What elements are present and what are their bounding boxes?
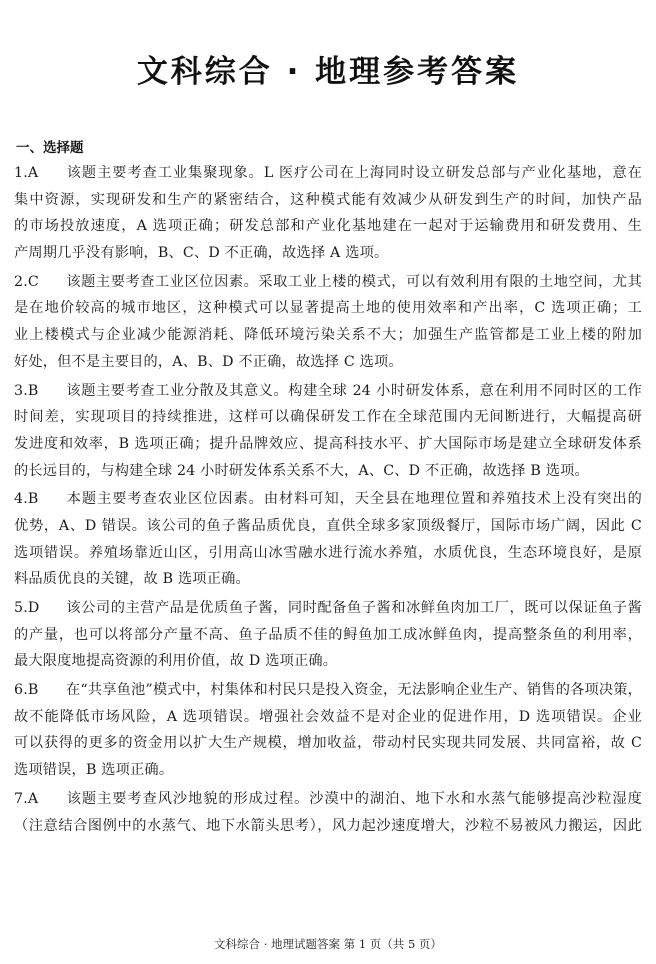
- answer-number: 6.B: [14, 682, 39, 699]
- answer-text: 业上楼模式与企业减少能源消耗、降低环境污染关系不大；加强生产监管都是工业上楼的附加: [14, 327, 642, 344]
- answer-line: [14, 213, 642, 240]
- answer-number: 5.D: [14, 600, 40, 616]
- answer-line: [14, 431, 642, 458]
- answer-line: [14, 160, 642, 187]
- answer-number: 4.B: [14, 491, 39, 508]
- answer-item: [14, 786, 642, 839]
- answer-line: [14, 595, 642, 622]
- page-footer: 文科综合 · 地理试题答案 第 1 页（共 5 页）: [214, 937, 442, 951]
- answer-line: [14, 677, 642, 704]
- answer-text: 该题主要考查工业集聚现象。L 医疗公司在上海同时设立研发总部与产业化基地，意在: [66, 165, 642, 181]
- answer-text: 的产量，也可以将部分产量不高、鱼子品质不佳的鲟鱼加工成冰鲜鱼肉，提高整条鱼的利用率，: [14, 626, 642, 643]
- answer-item: [14, 378, 642, 485]
- answer-line: [14, 458, 642, 485]
- answer-text: 集中资源，实现研发和生产的紧密结合，这种模式能有效减少从研发到生产的时间，加快产品: [14, 191, 642, 208]
- answer-line: [14, 513, 642, 540]
- answer-text: 的市场投放速度，A 选项正确；研发总部和产业化基地建在一起对于运输费用和研发费用、生: [14, 218, 642, 235]
- answer-line: [14, 240, 642, 267]
- answer-text: 选项错误，B 选项正确。: [14, 762, 174, 779]
- answer-line: [14, 566, 642, 593]
- answer-text: 优势，A、D 错误。该公司的鱼子酱品质优良，直供全球多家顶级餐厅，国际市场广阔，因此 C: [14, 517, 642, 534]
- answer-line: [14, 349, 642, 376]
- answer-item: [14, 677, 642, 784]
- answer-item: [14, 160, 642, 267]
- answer-number: 2.C: [14, 273, 39, 290]
- answer-text: 故不能降低市场风险，A 选项错误。增强社会效益不是对企业的促进作用，D 选项错误。企业: [14, 708, 642, 725]
- answer-line: [14, 322, 642, 349]
- answer-text: 本题主要考查农业区位因素。由材料可知，天全县在地理位置和养殖技术上没有突出的: [66, 491, 642, 508]
- answer-text: 的长远目的，与构建全球 24 小时研发体系关系不大，A、C、D 不正确，故选择 B 选项。: [14, 462, 589, 479]
- answer-number: 7.A: [14, 790, 39, 807]
- answer-line: [14, 704, 642, 731]
- answer-text: （注意结合图例中的水蒸气、地下水箭头思考），风力起沙速度增大，沙粒不易被风力搬运，因此: [14, 817, 642, 834]
- answer-line: [14, 813, 642, 840]
- answer-text: 好处，但不是主要目的，A、B、D 不正确，故选择 C 选项。: [14, 353, 403, 370]
- answer-number: 3.B: [14, 382, 39, 399]
- answer-line: [14, 295, 642, 322]
- answer-line: [14, 187, 642, 214]
- answer-item: [14, 595, 642, 675]
- answer-text: 发进度和效率，B 选项正确；提升品牌效应、提高科技水平、扩大国际市场是建立全球研发体系: [14, 435, 642, 452]
- answer-text: 料品质优良的关键，故 B 选项正确。: [14, 571, 250, 588]
- answer-line: [14, 404, 642, 431]
- answer-text: 选项错误。养殖场靠近山区，引用高山冰雪融水进行流水养殖，水质优良，生态环境良好，是原: [14, 544, 642, 561]
- answer-line: [14, 648, 642, 675]
- section-heading: 一、选择题: [16, 140, 84, 156]
- answer-text: 最大限度地提高资源的利用价值，故 D 选项正确。: [14, 653, 338, 670]
- answer-line: [14, 486, 642, 513]
- answer-text: 产周期几乎没有影响，B、C、D 不正确，故选择 A 选项。: [14, 245, 389, 262]
- answer-text: 该公司的主营产品是优质鱼子酱，同时配备鱼子酱和冰鲜鱼肉加工厂，既可以保证鱼子酱: [66, 600, 642, 616]
- answer-line: [14, 786, 642, 813]
- answer-line: [14, 378, 642, 405]
- answer-line: [14, 540, 642, 567]
- answer-text: 是在地价较高的城市地区，这种模式可以显著提高土地的使用效率和产出率，C 选项正确；工: [14, 300, 642, 317]
- answer-number: 1.A: [14, 165, 39, 181]
- answer-line: [14, 730, 642, 757]
- answer-line: [14, 622, 642, 649]
- answer-text: 时间差，实现项目的持续推进，这样可以确保研发工作在全球范围内无间断进行，大幅提高研: [14, 409, 642, 426]
- answer-text: 该题主要考查工业区位因素。采取工业上楼的模式，可以有效利用有限的土地空间，尤其: [66, 273, 642, 290]
- answer-text: 该题主要考查风沙地貌的形成过程。沙漠中的湖泊、地下水和水蒸气能够提高沙粒湿度: [66, 790, 642, 807]
- answer-list: [14, 160, 642, 841]
- answer-line: [14, 757, 642, 784]
- answer-item: [14, 269, 642, 376]
- answer-text: 在“共享鱼池”模式中，村集体和村民只是投入资金，无法影响企业生产、销售的各项决策，: [66, 682, 642, 699]
- answer-text: 可以获得的更多的资金用以扩大生产规模，增加收益，带动村民实现共同发展、共同富裕，故 C: [14, 735, 642, 752]
- page-title: 文科综合 · 地理参考答案: [136, 54, 520, 90]
- answer-line: [14, 269, 642, 296]
- answer-text: 该题主要考查工业分散及其意义。构建全球 24 小时研发体系，意在利用不同时区的工作: [66, 382, 642, 399]
- answer-item: [14, 486, 642, 593]
